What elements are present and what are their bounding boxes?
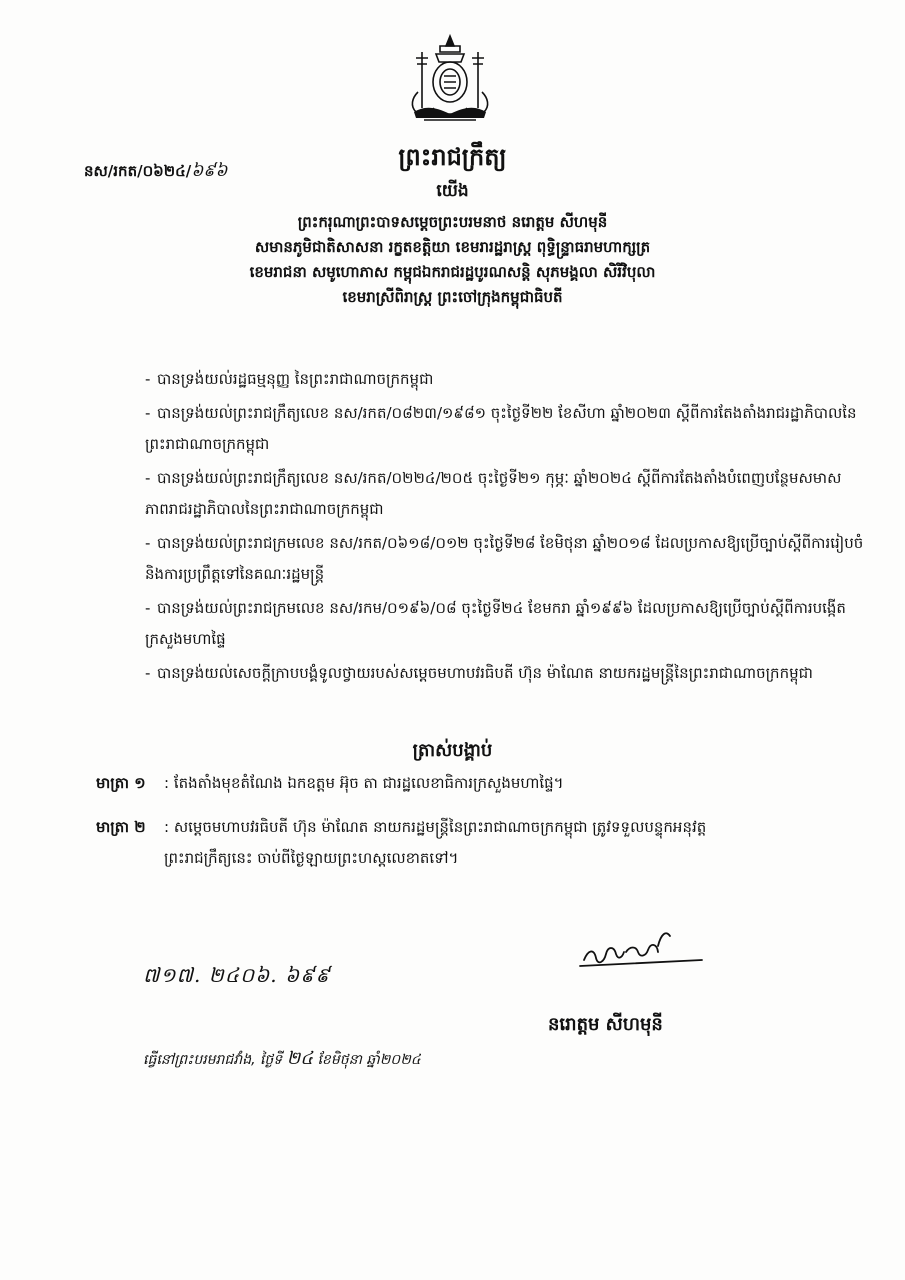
recital-text: បានទ្រង់យល់សេចក្តីក្រាបបង្គំទូលថ្វាយរបស់សម្តេចមហាបវរធិបតី ហ៊ុន ម៉ាណែត នាយករដ្ឋមន្ត្រីនៃព្រះរាជាណាចក្រកម្ពុជា: [157, 664, 813, 682]
recital-text: បានទ្រង់យល់ព្រះរាជក្រមលេខ នស/រកម/០១៩៦/០៨ ចុះថ្ងៃទី២៤ ខែមករា ឆ្នាំ១៩៩៦ ដែលប្រកាសឱ្យប្រើច្បាប់ស្តីពីការបង្កើតក្រសួងមហាផ្ទៃ: [145, 599, 846, 648]
recital-item: - បានទ្រង់យល់រដ្ឋធម្មនុញ្ញ នៃព្រះរាជាណាចក្រកម្ពុជា: [145, 370, 434, 388]
recital-item: - បានទ្រង់យល់ព្រះរាជក្រឹត្យលេខ នស/រកត/០៨២៣/១៩៨១ ចុះថ្ងៃទី២២ ខែសីហា ឆ្នាំ២០២៣ ស្តីពីការតែងតាំងរាជរដ្ឋាភិបាលនៃព្រះរាជាណាចក្រកម្ពុជា: [145, 404, 857, 453]
recital-item: - បានទ្រង់យល់ព្រះរាជក្រមលេខ នស/រកត/០៦១៨/០១២ ចុះថ្ងៃទី២៨ ខែមិថុនា ឆ្នាំ២០១៨ ដែលប្រកាសឱ្យប្រើច្បាប់ស្តីពីការរៀបចំ និងការប្រព្រឹត្តទៅនៃគណៈរដ្ឋមន្ត្រី: [145, 534, 864, 583]
handwritten-reference: ៧១៧. ២៤០៦. ៦៩៩: [143, 963, 331, 987]
document-number-printed: នស/រកត/០៦២៤/: [84, 162, 192, 180]
recital-item: - បានទ្រង់យល់ព្រះរាជក្រឹត្យលេខ នស/រកត/០២២៤/២០៥ ចុះថ្ងៃទី២១ កុម្ភៈ ឆ្នាំ២០២៤ ស្តីពីការតែងតាំងបំពេញបន្ថែមសមាសភាពរាជរដ្ឋាភិបាលនៃព្រះរាជាណាចក្រកម្ពុជា: [145, 469, 842, 518]
royal-signature-icon: [574, 922, 704, 972]
place-and-date: [143, 1046, 421, 1073]
recital-text: បានទ្រង់យល់រដ្ឋធម្មនុញ្ញ នៃព្រះរាជាណាចក្រកម្ពុជា: [157, 370, 434, 388]
recital-text: បានទ្រង់យល់ព្រះរាជក្រមលេខ នស/រកត/០៦១៨/០១២ ចុះថ្ងៃទី២៨ ខែមិថុនា ឆ្នាំ២០១៨ ដែលប្រកាសឱ្យប្រើច្បាប់ស្តីពីការរៀបចំ និងការប្រព្រឹត្តទៅនៃគណៈរដ្ឋមន្ត្រី: [145, 534, 864, 583]
day-handwritten: ២៤: [286, 1048, 314, 1069]
king-title-line: សមានភូមិជាតិសាសនា រក្ខតខត្តិយា ខេមរារដ្ឋរាស្ត្រ ពុទ្ធិន្ទ្រាធរាមហាក្សត្រ: [254, 238, 651, 256]
page-subtitle: យើង: [436, 181, 469, 201]
page-title: ព្រះរាជក្រឹត្យ: [398, 143, 507, 171]
article-label: មាត្រា ១: [96, 774, 146, 792]
article-label: មាត្រា ២: [96, 818, 146, 836]
recitals-list: [145, 364, 865, 692]
king-title-line: ខេមរាជនា សមូហោភាស កម្ពុជឯករាជរដ្ឋបូរណសន្តិ សុភមង្គលា សិរីវិបុលា: [249, 263, 656, 281]
article-2: [96, 812, 876, 874]
recital-text: បានទ្រង់យល់ព្រះរាជក្រឹត្យលេខ នស/រកត/០៨២៣/១៩៨១ ចុះថ្ងៃទី២២ ខែសីហា ឆ្នាំ២០២៣ ស្តីពីការតែងតាំងរាជរដ្ឋាភិបាលនៃព្រះរាជាណាចក្រកម្ពុជា: [145, 404, 857, 453]
article-1: [96, 768, 876, 799]
recital-text: បានទ្រង់យល់ព្រះរាជក្រឹត្យលេខ នស/រកត/០២២៤/២០៥ ចុះថ្ងៃទី២១ កុម្ភៈ ឆ្នាំ២០២៤ ស្តីពីការតែងតាំងបំពេញបន្ថែមសមាសភាពរាជរដ្ឋាភិបាលនៃព្រះរាជាណាចក្រកម្ពុជា: [145, 469, 842, 518]
king-title-line: ខេមរាស្រីពិរាស្ត្រ ព្រះចៅក្រុងកម្ពុជាធិបតី: [342, 288, 563, 306]
recital-item: - បានទ្រង់យល់ព្រះរាជក្រមលេខ នស/រកម/០១៩៦/០៨ ចុះថ្ងៃទី២៤ ខែមករា ឆ្នាំ១៩៩៦ ដែលប្រកាសឱ្យប្រើច្បាប់ស្តីពីការបង្កើតក្រសួងមហាផ្ទៃ: [145, 599, 846, 648]
royal-coat-of-arms-icon: [400, 32, 500, 127]
place-date-suffix: ខែមិថុនា ឆ្នាំ២០២៤: [317, 1052, 421, 1068]
signer-name: នរោត្តម សីហមុនី: [548, 1014, 663, 1035]
article-text-continued: ព្រះរាជក្រឹត្យនេះ ចាប់ពីថ្ងៃឡាយព្រះហស្តលេខាតទៅ។: [164, 849, 459, 867]
decree-heading: ត្រាស់បង្គាប់: [412, 740, 493, 761]
king-title-line: ព្រះករុណាព្រះបាទសម្តេចព្រះបរមនាថ នរោត្តម សីហមុនី: [297, 213, 608, 231]
document-number-handwritten: ៦៩៦: [191, 161, 228, 181]
place-date-prefix: ធ្វើនៅព្រះបរមរាជវាំង, ថ្ងៃទី: [143, 1052, 283, 1068]
article-text: : សម្តេចមហាបវរធិបតី ហ៊ុន ម៉ាណែត នាយករដ្ឋមន្ត្រីនៃព្រះរាជាណាចក្រកម្ពុជា ត្រូវទទួលបន្ទុកអនុវត្ត: [164, 818, 707, 836]
recital-item: - បានទ្រង់យល់សេចក្តីក្រាបបង្គំទូលថ្វាយរបស់សម្តេចមហាបវរធិបតី ហ៊ុន ម៉ាណែត នាយករដ្ឋមន្ត្រីនៃព្រះរាជាណាចក្រកម្ពុជា: [145, 664, 813, 682]
king-title-block: [120, 210, 785, 310]
article-text: : តែងតាំងមុខតំណែង ឯកឧត្តម អ៊ុច តា ជារដ្ឋលេខាធិការក្រសួងមហាផ្ទៃ។: [164, 774, 564, 792]
